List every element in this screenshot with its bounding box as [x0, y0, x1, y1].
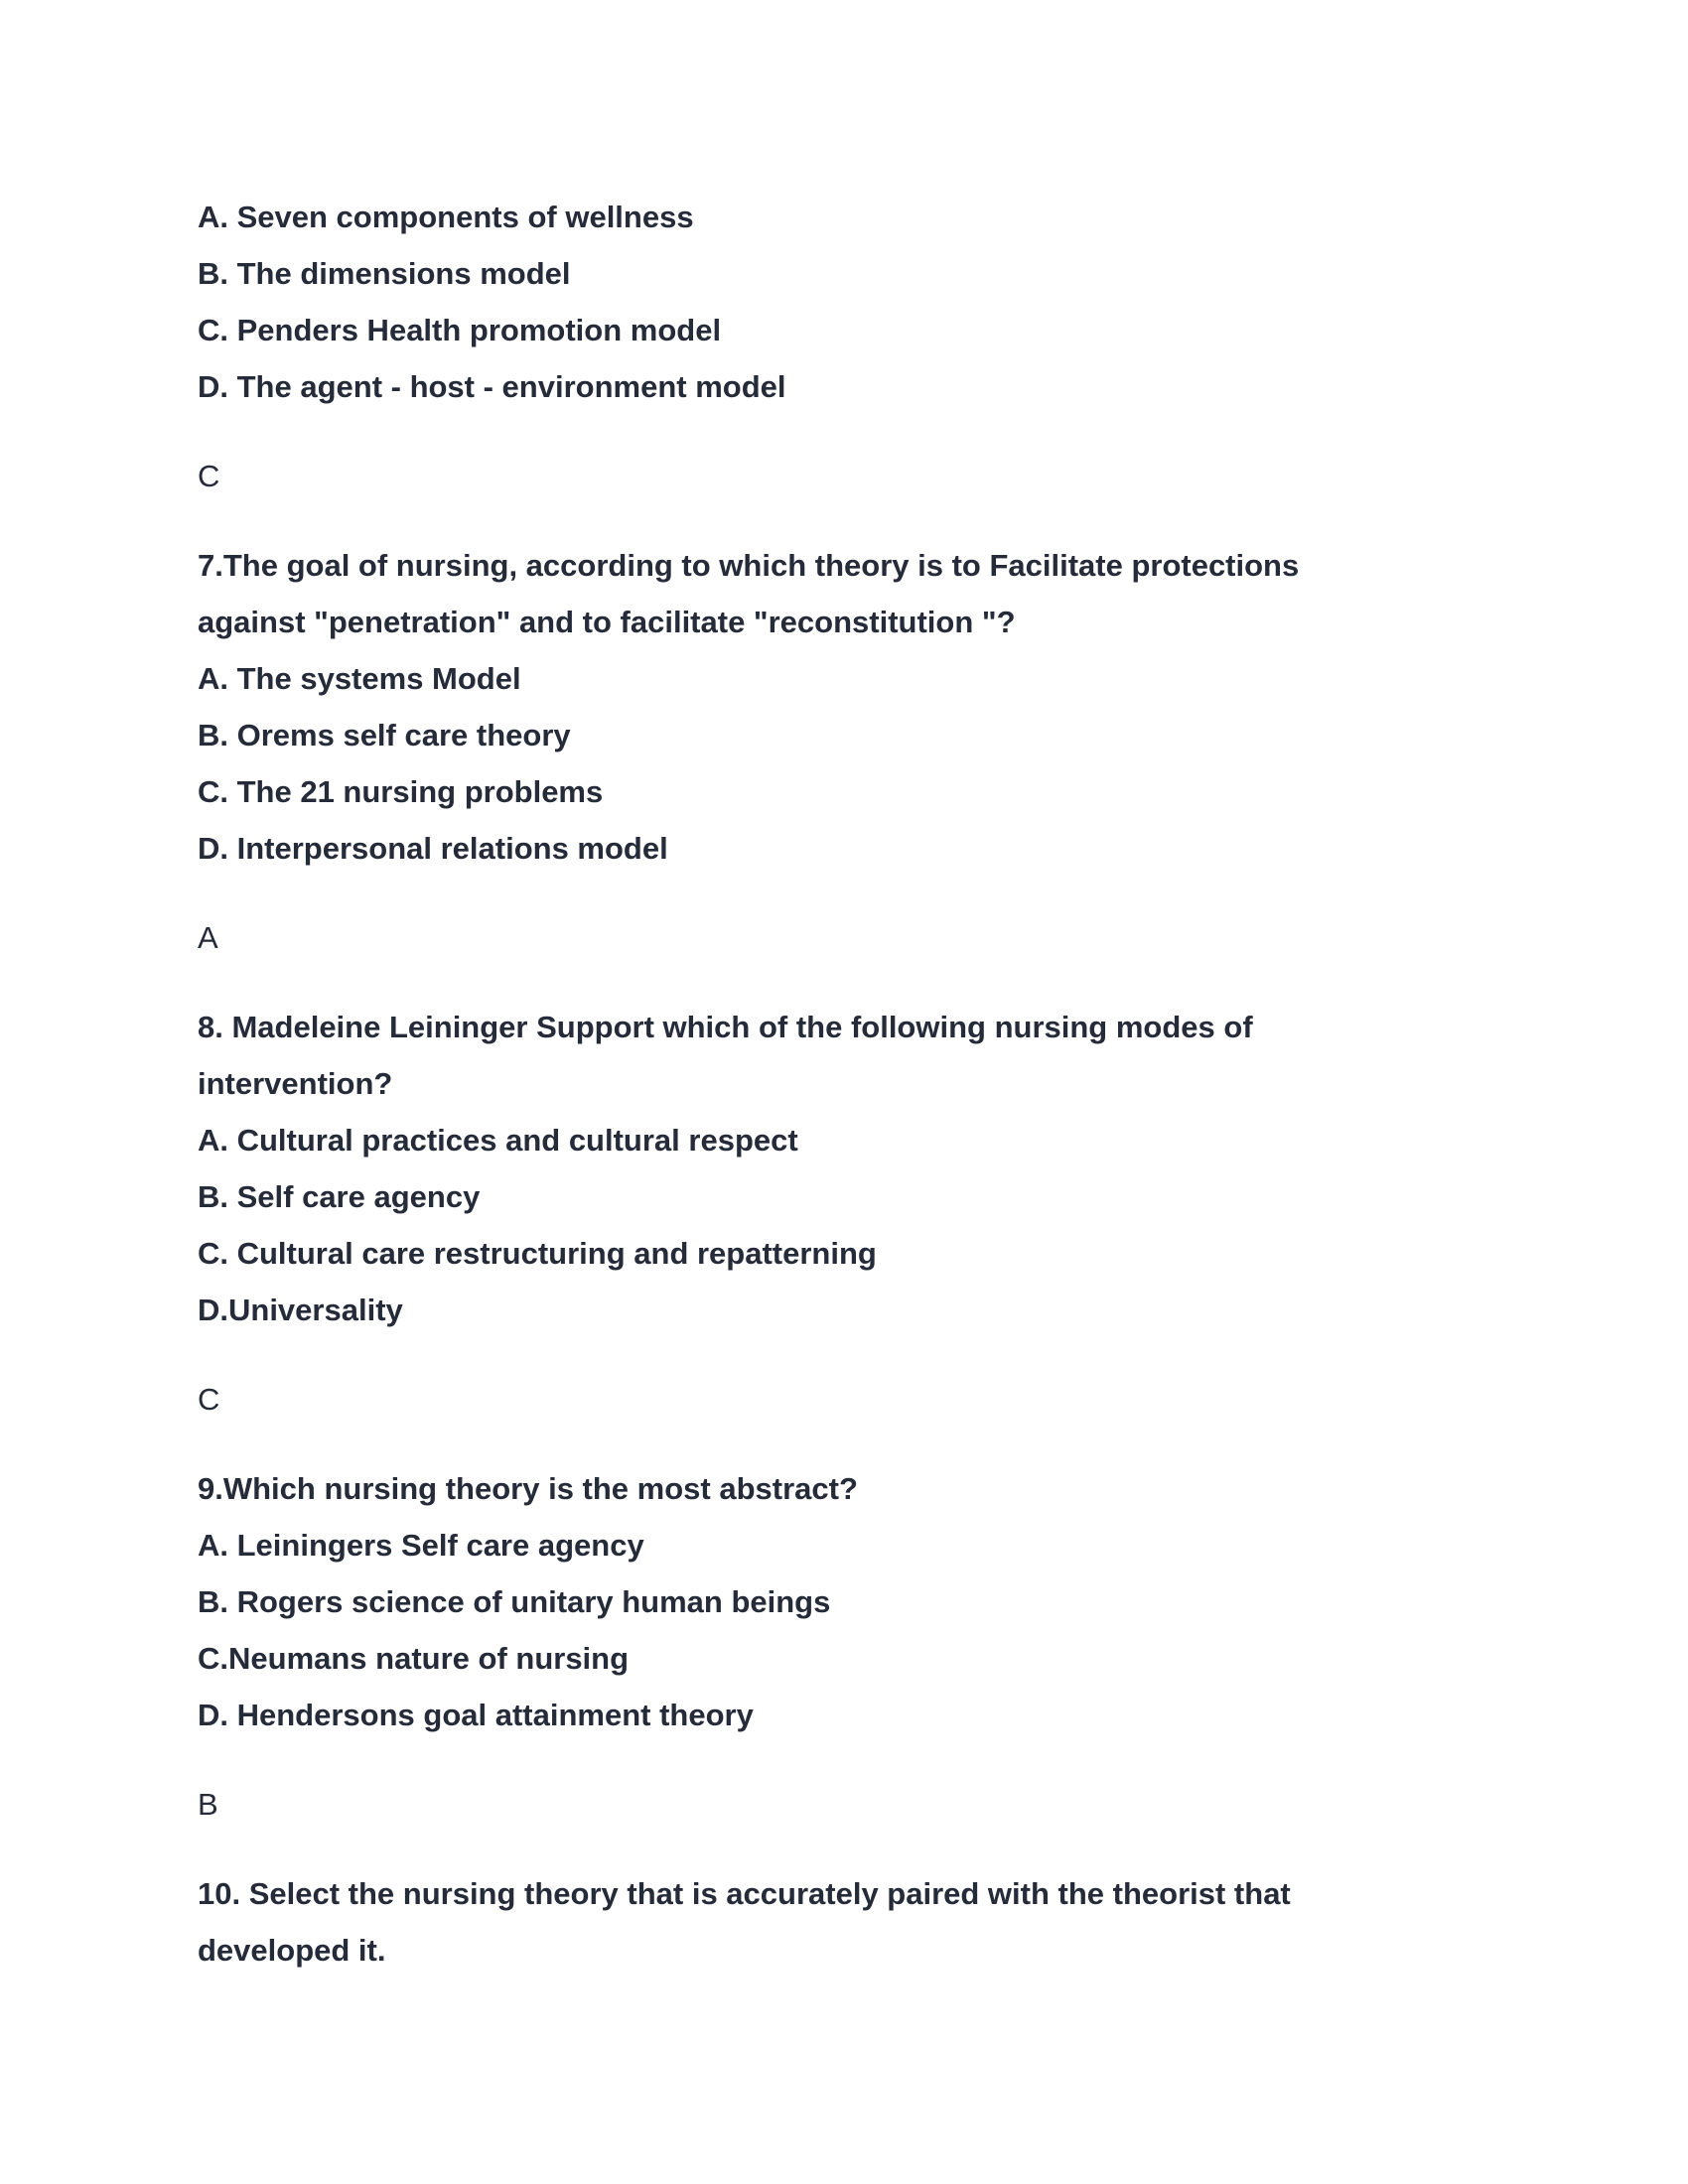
answer-option: A. Seven components of wellness	[198, 200, 694, 234]
question-block	[198, 999, 1508, 1338]
answer-option: A. Leiningers Self care agency	[198, 1528, 644, 1563]
answer-option: D. Hendersons goal attainment theory	[198, 1698, 754, 1732]
correct-answer: B	[198, 1787, 218, 1822]
correct-answer: A	[198, 920, 218, 955]
question-block	[198, 537, 1508, 877]
question-text: 7.The goal of nursing, according to which theory is to Facilitate protections	[198, 548, 1300, 583]
correct-answer: C	[198, 1382, 220, 1417]
answer-option: C.Neumans nature of nursing	[198, 1641, 630, 1676]
answer-option: C. Cultural care restructuring and repatterning	[198, 1236, 877, 1271]
question-block	[198, 1460, 1508, 1743]
question-text: developed it.	[198, 1933, 386, 1968]
answer-option: B. Rogers science of unitary human beings	[198, 1584, 831, 1619]
answer-option: B. The dimensions model	[198, 256, 571, 291]
question-block	[198, 189, 1508, 415]
question-text: against "penetration" and to facilitate "reconstitution "?	[198, 605, 1016, 639]
answer-option: B. Orems self care theory	[198, 718, 571, 752]
answer-option: C. Penders Health promotion model	[198, 313, 722, 347]
answer-option: A. Cultural practices and cultural respect	[198, 1123, 798, 1158]
answer-option: D. Interpersonal relations model	[198, 831, 668, 866]
question-text: 9.Which nursing theory is the most abstract?	[198, 1471, 858, 1506]
question-text: 10. Select the nursing theory that is accurately paired with the theorist that	[198, 1876, 1291, 1911]
answer-option: D. The agent - host - environment model	[198, 369, 786, 404]
answer-option: C. The 21 nursing problems	[198, 774, 604, 809]
question-text: intervention?	[198, 1066, 393, 1101]
correct-answer: C	[198, 459, 220, 493]
answer-option: D.Universality	[198, 1293, 403, 1327]
question-text: 8. Madeleine Leininger Support which of the following nursing modes of	[198, 1010, 1253, 1044]
answer-option: B. Self care agency	[198, 1179, 481, 1214]
answer-option: A. The systems Model	[198, 661, 521, 696]
document-page	[198, 189, 1508, 2011]
question-block	[198, 1865, 1508, 1979]
